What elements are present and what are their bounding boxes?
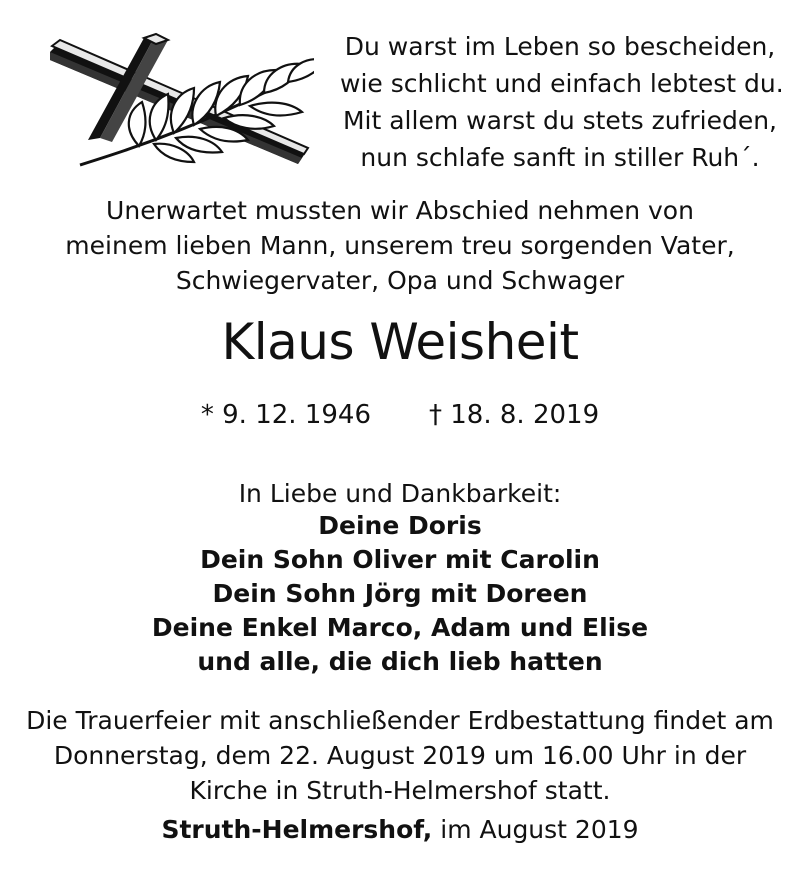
closing-date: im August 2019	[440, 815, 639, 844]
ceremony-line: Die Trauerfeier mit anschließender Erdbestattung findet am	[26, 706, 774, 735]
mourners-list	[0, 509, 800, 679]
mourner-name: Dein Sohn Jörg mit Doreen	[212, 579, 588, 608]
mourner-name: Deine Doris	[318, 511, 482, 540]
mourner-name: Dein Sohn Oliver mit Carolin	[200, 545, 600, 574]
poem	[340, 28, 784, 176]
cross-with-palm-branch-icon	[44, 30, 314, 175]
poem-line: wie schlicht und einfach lebtest du.	[340, 69, 784, 98]
birth-date: * 9. 12. 1946	[200, 400, 371, 430]
mourners-heading: In Liebe und Dankbarkeit:	[238, 479, 562, 508]
announcement-intro	[0, 193, 800, 298]
deceased-name: Klaus Weisheit	[221, 313, 579, 371]
ceremony-line: Donnerstag, dem 22. August 2019 um 16.00 Uhr in der	[53, 741, 747, 770]
closing-line	[0, 812, 800, 848]
intro-line: Unerwartet mussten wir Abschied nehmen von	[106, 196, 694, 225]
poem-line: Du warst im Leben so bescheiden,	[344, 32, 776, 61]
life-dates	[0, 395, 800, 435]
intro-line: Schwiegervater, Opa und Schwager	[175, 266, 625, 295]
ceremony-info	[0, 703, 800, 808]
poem-line: nun schlafe sanft in stiller Ruh´.	[360, 143, 760, 172]
mourner-name: und alle, die dich lieb hatten	[197, 647, 603, 676]
closing-place: Struth-Helmershof,	[161, 815, 433, 844]
ceremony-line: Kirche in Struth-Helmershof statt.	[189, 776, 611, 805]
intro-line: meinem lieben Mann, unserem treu sorgenden Vater,	[65, 231, 735, 260]
mourner-name: Deine Enkel Marco, Adam und Elise	[151, 613, 649, 642]
poem-line: Mit allem warst du stets zufrieden,	[342, 106, 778, 135]
death-date: † 18. 8. 2019	[429, 400, 600, 430]
